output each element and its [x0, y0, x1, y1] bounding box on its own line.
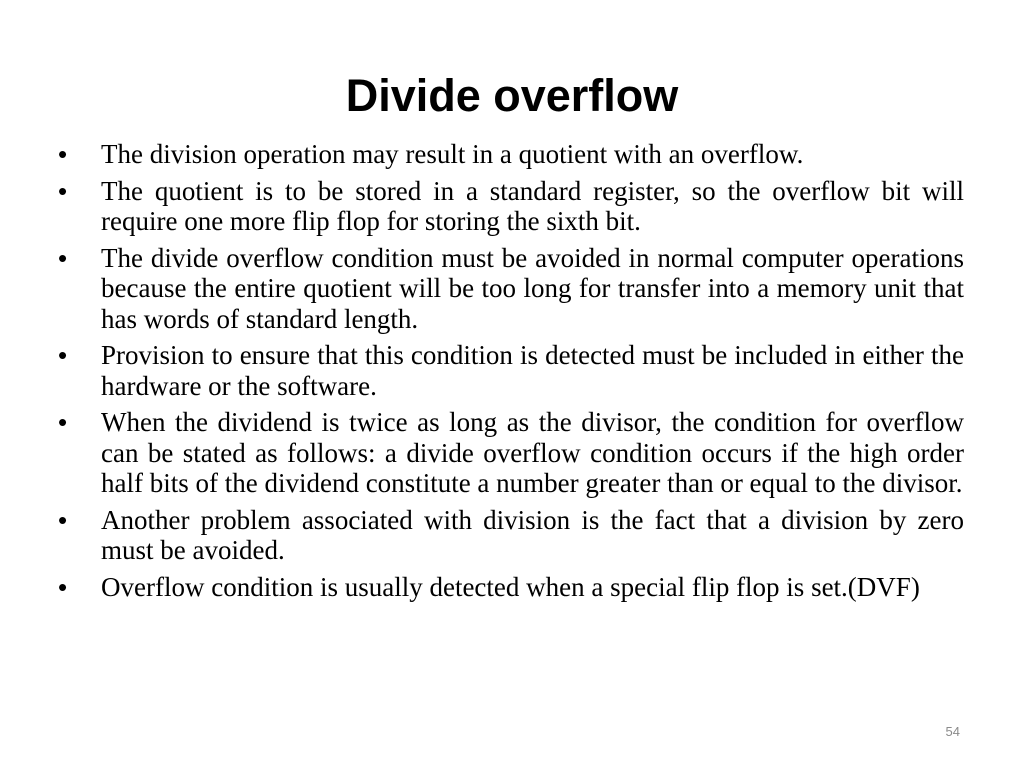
bullet-text: When the dividend is twice as long as the divisor, the condition for overflow can be stated as follows: a divide overflow condition occurs if the high order half bits of the dividend constitute a number greater than or equal to the divisor. [101, 407, 964, 498]
bullet-text: Provision to ensure that this condition is detected must be included in either the hardware or the software. [101, 340, 964, 401]
bullet-list [58, 139, 964, 608]
bullet-icon: • [58, 407, 68, 437]
slide-number: 54 [945, 724, 960, 739]
bullet-item [58, 243, 964, 335]
bullet-item [58, 407, 964, 499]
bullet-icon: • [58, 504, 68, 535]
bullet-text: The division operation may result in a quotient with an overflow. [101, 139, 804, 169]
bullet-item [58, 176, 964, 237]
bullet-item [58, 572, 964, 603]
bullet-item [58, 340, 964, 401]
slide-title: Divide overflow [345, 70, 679, 121]
bullet-item [58, 139, 964, 170]
bullet-icon: • [58, 242, 68, 273]
bullet-text: The quotient is to be stored in a standard register, so the overflow bit will require one more flip flop for storing the sixth bit. [101, 175, 964, 236]
bullet-text: Overflow condition is usually detected when a special flip flop is set.(DVF) [101, 571, 920, 602]
bullet-text: The divide overflow condition must be avoided in normal computer operations because the entire quotient will be too long for transfer into a memory unit that has words of standard length. [101, 242, 964, 334]
bullet-icon: • [58, 139, 68, 169]
bullet-item [58, 505, 964, 566]
bullet-text: Another problem associated with division is the fact that a division by zero must be avoided. [101, 504, 964, 565]
bullet-icon: • [58, 340, 68, 370]
bullet-icon: • [58, 571, 68, 602]
bullet-icon: • [58, 175, 68, 206]
